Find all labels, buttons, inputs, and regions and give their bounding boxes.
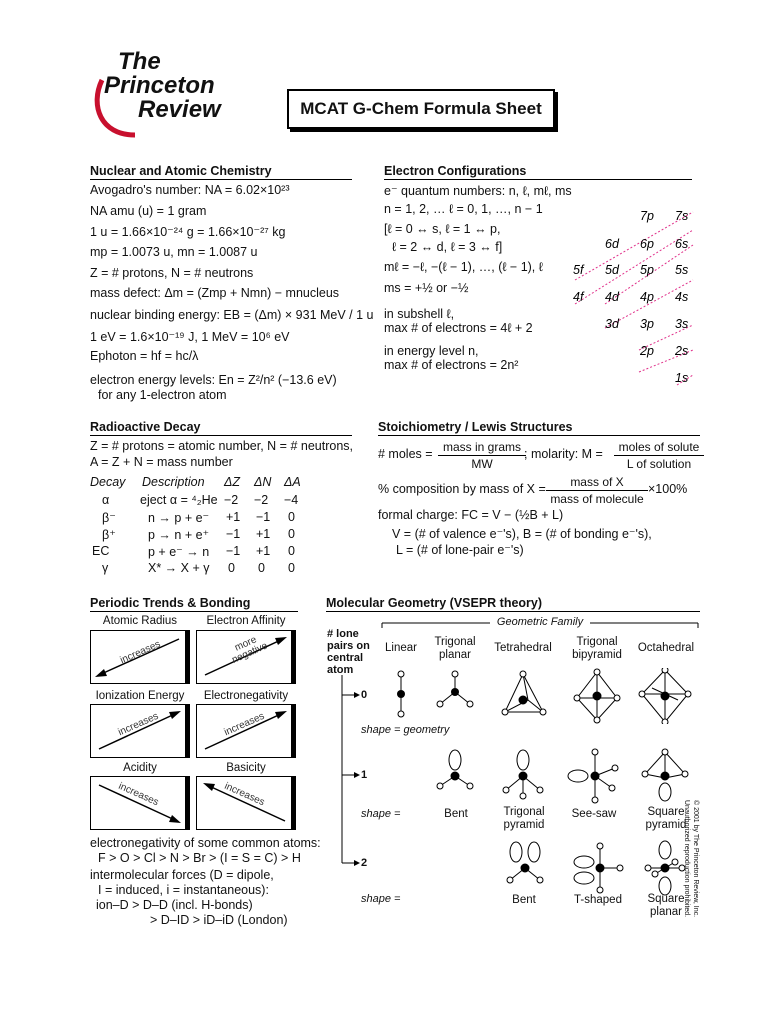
title-box [287, 89, 555, 129]
lone-pairs-label: # lone pairs on central atom [327, 628, 370, 676]
row1-molecules [420, 748, 700, 804]
tetrahedral-molecule [502, 671, 546, 715]
im-line: > D–ID > iD–iD (London) [150, 913, 288, 927]
decay-cell: +1 [256, 544, 271, 558]
lone-row-2: 2 [361, 857, 368, 869]
nuclear-heading: Nuclear and Atomic Chemistry [90, 164, 272, 178]
geo-col-trigonal-planar: Trigonal planar [434, 636, 476, 661]
orbital-label: 4s [675, 290, 689, 304]
orbital-label: 4f [573, 290, 584, 304]
geo-col-linear: Linear [385, 642, 417, 654]
copyright-note [682, 800, 700, 917]
decay-header-desc: Description [142, 475, 205, 489]
electron-block [384, 183, 584, 403]
en-line: F > O > Cl > N > Br > (I = S = C) > H [98, 851, 301, 865]
decay-cell: p + e⁻ → n [148, 545, 210, 559]
lone-row-0: 0 [361, 689, 368, 701]
logo-line2: Princeton [104, 72, 215, 99]
octahedral-molecule [639, 668, 691, 724]
decay-cell: −2 [254, 493, 269, 507]
orbital-label: 4p [640, 290, 654, 304]
decay-cell: −4 [284, 493, 299, 507]
row0-molecules [380, 668, 700, 724]
orbital-label: 6p [640, 237, 654, 251]
trend-label: Basicity [226, 762, 266, 774]
shape-see-saw: See-saw [571, 808, 617, 820]
decay-header-decay: Decay [90, 475, 126, 489]
nuclear-line: NA amu (u) = 1 gram [90, 204, 207, 218]
trigonal-pyramid-molecule [503, 750, 543, 799]
im-line: ion–D > D–D (incl. H-bonds) [96, 898, 253, 912]
row2-molecules [490, 840, 700, 896]
shape-bent-1: Bent [444, 808, 468, 820]
stoich-block [378, 440, 708, 560]
decay-header-dz: ΔZ [224, 475, 241, 489]
orbital-label: 2p [640, 344, 654, 358]
periodic-heading: Periodic Trends & Bonding [90, 596, 251, 610]
orbital-label: 3s [675, 317, 689, 331]
orbital-label: 6d [605, 237, 619, 251]
moles-label: # moles = [378, 447, 433, 461]
nuclear-line: Avogadro's number: NA = 6.02×10²³ [90, 183, 290, 197]
nuclear-rule [90, 179, 352, 180]
percent-bar [546, 490, 648, 491]
decay-cell: p → n + e⁺ [148, 528, 210, 542]
electron-rule [384, 179, 692, 180]
trend-label: Electron Affinity [206, 615, 286, 627]
decay-cell: n → p + e⁻ [148, 511, 210, 525]
fc-line: L = (# of lone-pair e⁻'s) [396, 543, 524, 557]
shape-trigonal-pyramid: Trigonal pyramid [503, 806, 545, 831]
im-line: I = induced, i = instantaneous): [98, 883, 269, 897]
shape-bent-2: Bent [512, 894, 536, 906]
radioactive-heading: Radioactive Decay [90, 420, 201, 434]
nuclear-line: Ephoton = hf = hc/λ [90, 349, 199, 363]
lone-row-1: 1 [361, 769, 368, 781]
lone-pair-axis [336, 675, 376, 875]
nuclear-line: Z = # protons, N = # neutrons [90, 266, 254, 280]
logo-line3: Review [138, 96, 221, 123]
trend-box-atomic-radius [90, 630, 190, 684]
radioactive-rule [90, 435, 352, 436]
decay-cell: 0 [228, 561, 235, 575]
shape-t-shaped: T-shaped [574, 894, 622, 906]
electron-line: ℓ = 2 ↔ d, ℓ = 3 ↔ f] [392, 240, 503, 254]
nuclear-line: for any 1-electron atom [98, 388, 227, 402]
decay-cell: β⁻ [102, 511, 116, 525]
trend-box-electron-affinity [196, 630, 296, 684]
decay-cell: EC [92, 544, 110, 558]
nuclear-line: mp = 1.0073 u, mn = 1.0087 u [90, 245, 258, 259]
en-line: electronegativity of some common atoms: [90, 836, 321, 850]
nuclear-block [90, 183, 374, 403]
trend-arrow-label: increases [118, 638, 163, 667]
copyright-line: Unauthorized reproduction prohibited. [683, 800, 690, 918]
family-label: Geometric Family [496, 616, 584, 628]
decay-cell: −1 [226, 544, 241, 558]
trigonal-planar-molecule [437, 671, 473, 707]
geo-col-octahedral: Octahedral [637, 642, 695, 654]
nuclear-line: 1 u = 1.66×10⁻²⁴ g = 1.66×10⁻²⁷ kg [90, 225, 286, 239]
molarity-bar [614, 455, 704, 456]
stoich-rule [378, 435, 700, 436]
orbital-label: 7p [640, 209, 654, 223]
trend-arrow [91, 705, 189, 757]
trend-box-ionization-energy [90, 704, 190, 758]
page-title: MCAT G-Chem Formula Sheet [300, 99, 542, 118]
moles-bar [438, 455, 526, 456]
trigonal-bipyramid-molecule [574, 669, 620, 723]
nuclear-line: 1 eV = 1.6×10⁻¹⁹ J, 1 MeV = 10⁶ eV [90, 330, 290, 344]
princeton-review-logo [90, 50, 222, 140]
electron-heading: Electron Configurations [384, 164, 527, 178]
electron-line: in energy level n, [384, 344, 479, 358]
decay-cell: 0 [288, 544, 295, 558]
molarity-den: L of solution [626, 457, 692, 471]
electron-line: n = 1, 2, … ℓ = 0, 1, …, n − 1 [384, 202, 543, 216]
trend-label: Electronegativity [203, 690, 289, 702]
decay-header-da: ΔA [284, 475, 301, 489]
see-saw-molecule [568, 749, 618, 803]
shape-equals-row2: shape = [361, 893, 401, 905]
nuclear-line: mass defect: Δm = (Zmp + Nmn) − mnucleus [90, 286, 340, 300]
trend-arrow-label: more negative [230, 634, 270, 666]
orbital-label: 2s [675, 344, 689, 358]
trend-arrow [197, 705, 295, 757]
orbital-label: 4d [605, 290, 619, 304]
family-bracket [380, 617, 700, 629]
radioactive-block [90, 439, 370, 579]
trend-label: Atomic Radius [102, 615, 178, 627]
decay-cell: 0 [288, 561, 295, 575]
trend-arrow-label: increases [222, 780, 267, 809]
trend-arrow [197, 777, 295, 829]
decay-header-dn: ΔN [254, 475, 272, 489]
percent-num: mass of X [570, 475, 624, 489]
orbital-label: 7s [675, 209, 689, 223]
decay-cell: −1 [226, 527, 241, 541]
shape-equals-row1: shape = [361, 808, 401, 820]
electron-line: in subshell ℓ, [384, 307, 455, 321]
orbital-label: 5s [675, 263, 689, 277]
logo-line1: The [118, 48, 161, 75]
orbital-label: 1s [675, 371, 689, 385]
fc-line: formal charge: FC = V − (½B + L) [378, 508, 564, 522]
decay-cell: 0 [288, 510, 295, 524]
square-pyramid-molecule [642, 749, 688, 801]
decay-cell: −2 [224, 493, 239, 507]
electron-line: mℓ = −ℓ, −(ℓ − 1), …, (ℓ − 1), ℓ [384, 260, 543, 274]
orbital-label: 5f [573, 263, 584, 277]
trend-arrow-label: increases [116, 780, 161, 809]
trend-box-acidity [90, 776, 190, 830]
decay-cell: eject α = ⁴₂He [140, 493, 218, 507]
moles-num: mass in grams [442, 440, 522, 454]
decay-cell: −1 [256, 510, 271, 524]
periodic-notes [90, 836, 330, 936]
fc-line: V = (# of valence e⁻'s), B = (# of bonding e⁻'s), [392, 527, 652, 541]
t-shaped-molecule [574, 843, 623, 893]
vsepr-heading: Molecular Geometry (VSEPR theory) [326, 596, 543, 610]
orbital-diagram [565, 200, 705, 390]
geo-col-trigonal-bipyramid: Trigonal bipyramid [572, 636, 622, 661]
orbital-label: 5p [640, 263, 654, 277]
orbital-label: 6s [675, 237, 689, 251]
molarity-num: moles of solute [618, 440, 700, 454]
molarity-label: ; molarity: M = [524, 447, 603, 461]
decay-cell: β⁺ [102, 528, 116, 542]
periodic-rule [90, 611, 298, 612]
decay-cell: X* → X + γ [148, 561, 210, 575]
shape-square-pyramid: Square pyramid [645, 806, 687, 831]
percent-den: mass of molecule [550, 492, 644, 506]
percent-label: % composition by mass of X = [378, 482, 546, 496]
orbital-label: 5d [605, 263, 619, 277]
trend-arrow-label: increases [116, 710, 161, 739]
trend-box-electronegativity [196, 704, 296, 758]
nuclear-line: electron energy levels: En = Z²/n² (−13.6 eV) [90, 373, 337, 387]
decay-cell: γ [102, 561, 109, 575]
decay-cell: α [102, 493, 110, 507]
electron-line: ms = +½ or −½ [384, 281, 469, 295]
orbital-label: 3d [605, 317, 619, 331]
bent-2-molecule [507, 842, 543, 883]
moles-den: MW [471, 457, 493, 471]
decay-cell: +1 [226, 510, 241, 524]
radioactive-line: Z = # protons = atomic number, N = # neutrons, [90, 439, 353, 453]
electron-line: max # of electrons = 2n² [384, 358, 519, 372]
electron-line: [ℓ = 0 ↔ s, ℓ = 1 ↔ p, [384, 222, 501, 236]
bent-molecule [437, 750, 473, 789]
percent-tail: ×100% [648, 482, 688, 496]
trend-label: Ionization Energy [95, 690, 185, 702]
trend-label: Acidity [123, 762, 157, 774]
decay-cell: 0 [258, 561, 265, 575]
radioactive-line: A = Z + N = mass number [90, 455, 233, 469]
shape-equals-geometry: shape = geometry [361, 724, 450, 736]
trend-arrow [91, 777, 189, 829]
decay-cell: 0 [288, 527, 295, 541]
trend-box-basicity [196, 776, 296, 830]
electron-line: e⁻ quantum numbers: n, ℓ, mℓ, ms [384, 184, 572, 198]
trend-arrow-label: increases [222, 710, 267, 739]
vsepr-rule [326, 611, 700, 612]
geo-col-tetrahedral: Tetrahedral [494, 642, 552, 654]
electron-line: max # of electrons = 4ℓ + 2 [384, 321, 533, 335]
im-line: intermolecular forces (D = dipole, [90, 868, 274, 882]
square-planar-molecule [645, 841, 685, 895]
linear-molecule [397, 671, 405, 717]
stoich-heading: Stoichiometry / Lewis Structures [378, 420, 573, 434]
orbital-label: 3p [640, 317, 654, 331]
copyright-line: © 2001 by The Princeton Review, Inc. [692, 800, 699, 918]
shape-square-planar: Square planar [647, 893, 685, 918]
nuclear-line: nuclear binding energy: EB = (Δm) × 931 MeV / 1 u [90, 308, 374, 322]
decay-cell: +1 [256, 527, 271, 541]
